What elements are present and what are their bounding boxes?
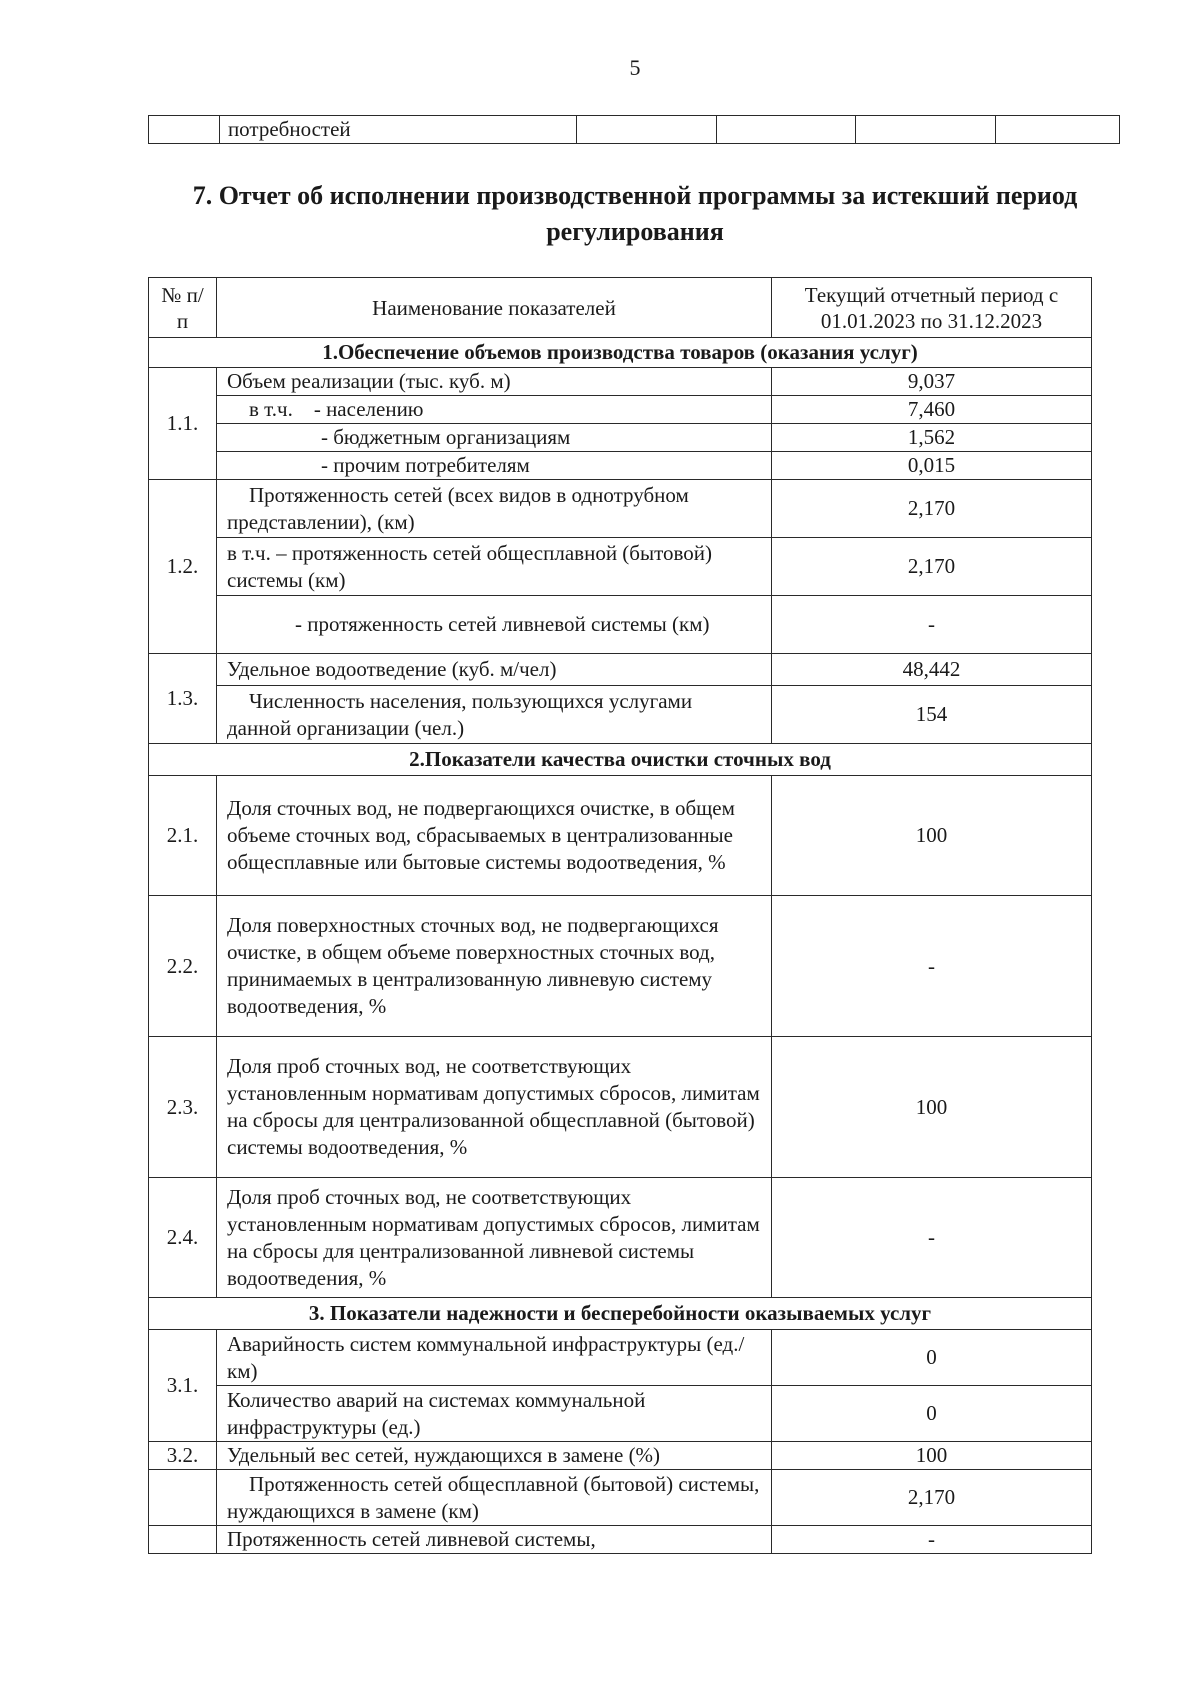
section-row (149, 744, 1092, 776)
row-number: 2.4. (149, 1178, 217, 1298)
indicator-value: 0,015 (772, 452, 1092, 480)
table-row (149, 424, 1092, 452)
row-number: 2.3. (149, 1037, 217, 1178)
table-row (149, 116, 1120, 144)
indicator-name: Протяженность сетей общесплавной (бытовой) системы, нуждающихся в замене (км) (217, 1470, 772, 1526)
indicator-name: в т.ч. - населению (217, 396, 772, 424)
row-number: 1.3. (149, 654, 217, 744)
indicator-name: Аварийность систем коммунальной инфраструктуры (ед./км) (217, 1330, 772, 1386)
table-row (149, 596, 1092, 654)
indicator-value: 0 (772, 1330, 1092, 1386)
row-number: 2.2. (149, 896, 217, 1037)
indicator-value: 100 (772, 1037, 1092, 1178)
table-header-row (149, 278, 1092, 338)
indicator-name: - протяженность сетей ливневой системы (км) (217, 596, 772, 654)
table-row (149, 654, 1092, 686)
table-row (149, 1442, 1092, 1470)
table-cell (856, 116, 996, 144)
indicator-name: Доля сточных вод, не подвергающихся очистке, в общем объеме сточных вод, сбрасываемых в централизованные общесплавные или бытовые системы водоотведения, % (217, 776, 772, 896)
table-cell: потребностей (219, 116, 576, 144)
row-number: 1.2. (149, 480, 217, 654)
table-cell (149, 116, 220, 144)
indicator-name: - прочим потребителям (217, 452, 772, 480)
table-row (149, 1037, 1092, 1178)
indicator-value: 2,170 (772, 480, 1092, 538)
table-cell (576, 116, 716, 144)
header-name: Наименование показателей (217, 278, 772, 338)
indicator-name: Доля поверхностных сточных вод, не подвергающихся очистке, в общем объеме поверхностных сточных вод, принимаемых в централизованную ливневую систему водоотведения, % (217, 896, 772, 1037)
indicator-value: 9,037 (772, 368, 1092, 396)
indicator-name: в т.ч. – протяженность сетей общесплавной (бытовой) системы (км) (217, 538, 772, 596)
indicator-value: 0 (772, 1386, 1092, 1442)
row-number (149, 1526, 217, 1554)
indicator-name: Протяженность сетей ливневой системы, (217, 1526, 772, 1554)
table-cell (716, 116, 856, 144)
section-2-title: 2.Показатели качества очистки сточных вод (149, 744, 1092, 776)
table-row (149, 396, 1092, 424)
indicator-name: Удельное водоотведение (куб. м/чел) (217, 654, 772, 686)
indicator-value: 100 (772, 1442, 1092, 1470)
table-row (149, 1330, 1092, 1386)
production-program-report-table (148, 277, 1092, 1554)
table-row (149, 538, 1092, 596)
section-3-title: 3. Показатели надежности и бесперебойности оказываемых услуг (149, 1298, 1092, 1330)
section-title: 7. Отчет об исполнении производственной программы за истекший период регулирования (192, 181, 1078, 246)
indicator-name: Доля проб сточных вод, не соответствующих установленным нормативам допустимых сбросов, лимитам на сбросы для централизованной общесплавной (бытовой) системы водоотведения, % (217, 1037, 772, 1178)
indicator-value: 1,562 (772, 424, 1092, 452)
indicator-value: 7,460 (772, 396, 1092, 424)
section-1-title: 1.Обеспечение объемов производства товаров (оказания услуг) (149, 338, 1092, 368)
page-number: 5 (629, 55, 641, 80)
previous-table-fragment (148, 115, 1120, 144)
header-period: Текущий отчетный период с 01.01.2023 по 31.12.2023 (772, 278, 1092, 338)
table-row (149, 1386, 1092, 1442)
indicator-name: Объем реализации (тыс. куб. м) (217, 368, 772, 396)
table-cell (996, 116, 1120, 144)
indicator-value: 2,170 (772, 1470, 1092, 1526)
indicator-value: - (772, 896, 1092, 1037)
indicator-value: - (772, 1178, 1092, 1298)
section-row (149, 1298, 1092, 1330)
indicator-value: - (772, 1526, 1092, 1554)
section-row (149, 338, 1092, 368)
row-number: 3.2. (149, 1442, 217, 1470)
row-number: 2.1. (149, 776, 217, 896)
indicator-name: Численность населения, пользующихся услугами данной организации (чел.) (217, 686, 772, 744)
table-row (149, 776, 1092, 896)
table-row (149, 686, 1092, 744)
indicator-value: 2,170 (772, 538, 1092, 596)
table-row (149, 368, 1092, 396)
indicator-value: - (772, 596, 1092, 654)
table-row (149, 1178, 1092, 1298)
header-num: № п/п (149, 278, 217, 338)
indicator-value: 100 (772, 776, 1092, 896)
indicator-name: Протяженность сетей (всех видов в однотрубном представлении), (км) (217, 480, 772, 538)
table-row (149, 480, 1092, 538)
indicator-name: Удельный вес сетей, нуждающихся в замене (%) (217, 1442, 772, 1470)
table-row (149, 452, 1092, 480)
table-row (149, 896, 1092, 1037)
indicator-name: - бюджетным организациям (217, 424, 772, 452)
row-number (149, 1470, 217, 1526)
table-row (149, 1526, 1092, 1554)
indicator-value: 48,442 (772, 654, 1092, 686)
row-number: 3.1. (149, 1330, 217, 1442)
indicator-name: Доля проб сточных вод, не соответствующих установленным нормативам допустимых сбросов, лимитам на сбросы для централизованной ливневой системы водоотведения, % (217, 1178, 772, 1298)
table-row (149, 1470, 1092, 1526)
indicator-value: 154 (772, 686, 1092, 744)
indicator-name: Количество аварий на системах коммунальной инфраструктуры (ед.) (217, 1386, 772, 1442)
row-number: 1.1. (149, 368, 217, 480)
